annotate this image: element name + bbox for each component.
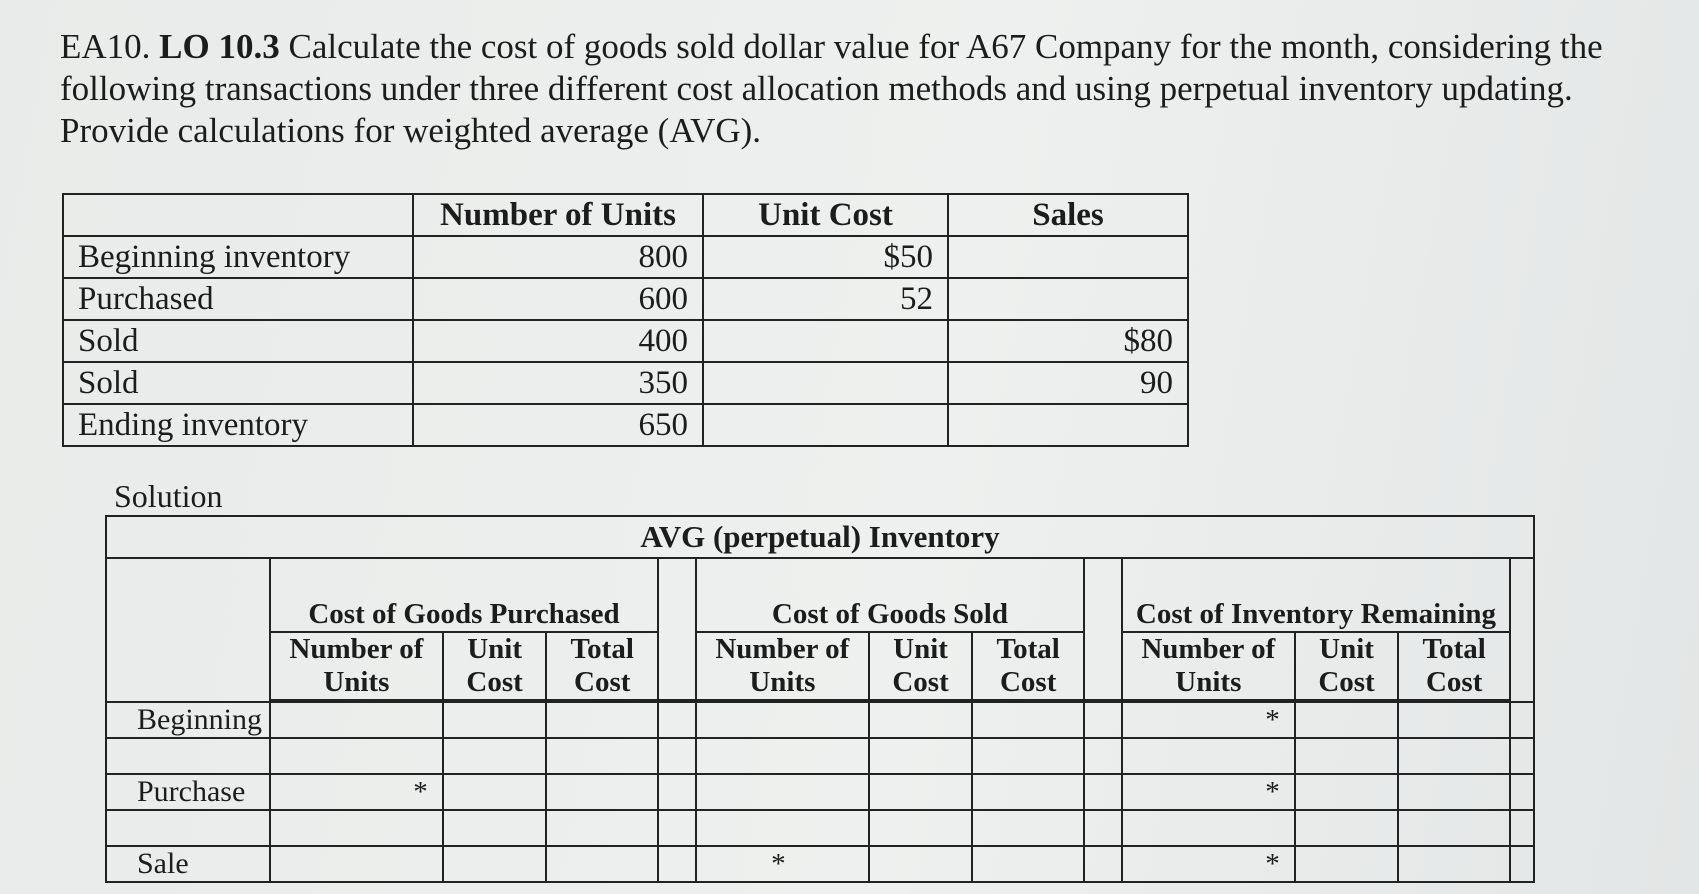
blank-label bbox=[106, 738, 270, 774]
purchased-number-header: Number of Units bbox=[270, 632, 443, 700]
avg-title-row bbox=[106, 516, 1534, 558]
unit-cost-cell: $50 bbox=[703, 236, 948, 278]
row-label: Sold bbox=[63, 362, 413, 404]
table-row bbox=[63, 278, 1188, 320]
row-label: Sold bbox=[63, 320, 413, 362]
cell[interactable] bbox=[696, 738, 869, 774]
units-cell: 400 bbox=[413, 320, 703, 362]
remaining-number-cell[interactable]: * bbox=[1122, 846, 1295, 882]
cell[interactable] bbox=[658, 846, 696, 882]
solution-label: Solution bbox=[114, 478, 223, 514]
cell[interactable] bbox=[1398, 702, 1510, 738]
cell bbox=[1510, 846, 1534, 882]
purchased-number-cell[interactable]: * bbox=[270, 774, 443, 810]
table-row bbox=[63, 236, 1188, 278]
row-label: Purchased bbox=[63, 278, 413, 320]
cell[interactable] bbox=[546, 738, 658, 774]
remaining-number-cell[interactable]: * bbox=[1122, 774, 1295, 810]
cell[interactable] bbox=[869, 702, 973, 738]
unit-cost-cell bbox=[703, 320, 948, 362]
sales-cell bbox=[948, 404, 1188, 446]
cell[interactable] bbox=[658, 810, 696, 846]
avg-table-title: AVG (perpetual) Inventory bbox=[106, 516, 1534, 558]
remaining-number-header: Number of Units bbox=[1122, 632, 1295, 700]
remaining-number-cell[interactable]: * bbox=[1122, 702, 1295, 738]
blank-label bbox=[106, 810, 270, 846]
row-label-header bbox=[106, 558, 270, 702]
group-purchased: Cost of Goods Purchased bbox=[270, 558, 658, 632]
cell[interactable] bbox=[972, 774, 1084, 810]
header-units: Number of Units bbox=[413, 194, 703, 236]
problem-id: EA10. bbox=[60, 27, 151, 66]
group-header-row bbox=[106, 558, 1534, 632]
row-label-purchase: Purchase bbox=[106, 774, 270, 810]
row-label: Beginning inventory bbox=[63, 236, 413, 278]
group-sold: Cost of Goods Sold bbox=[696, 558, 1084, 632]
cell[interactable] bbox=[972, 846, 1084, 882]
units-cell: 350 bbox=[413, 362, 703, 404]
cell[interactable] bbox=[443, 810, 547, 846]
cell[interactable] bbox=[443, 738, 547, 774]
cell[interactable] bbox=[696, 702, 869, 738]
cell[interactable] bbox=[1295, 774, 1399, 810]
cell bbox=[1510, 738, 1534, 774]
group-remaining: Cost of Inventory Remaining bbox=[1122, 558, 1510, 632]
cell[interactable] bbox=[1084, 738, 1122, 774]
cell[interactable] bbox=[546, 810, 658, 846]
cell[interactable] bbox=[1295, 810, 1399, 846]
unit-cost-cell: 52 bbox=[703, 278, 948, 320]
cell[interactable] bbox=[1084, 846, 1122, 882]
table-row bbox=[63, 320, 1188, 362]
row-label-sale: Sale bbox=[106, 846, 270, 882]
cell[interactable] bbox=[972, 810, 1084, 846]
cell[interactable] bbox=[1398, 738, 1510, 774]
cell[interactable] bbox=[1084, 702, 1122, 738]
spacer bbox=[1510, 558, 1534, 702]
remaining-unit-cost-header: Unit Cost bbox=[1295, 632, 1399, 700]
cell[interactable] bbox=[1084, 774, 1122, 810]
row-label: Ending inventory bbox=[63, 404, 413, 446]
table-row bbox=[106, 774, 1534, 810]
learning-objective: LO 10.3 bbox=[159, 27, 280, 66]
cell[interactable] bbox=[1122, 810, 1295, 846]
given-header-row bbox=[63, 194, 1188, 236]
sales-cell: 90 bbox=[948, 362, 1188, 404]
remaining-total-cost-header: Total Cost bbox=[1398, 632, 1510, 700]
units-cell: 600 bbox=[413, 278, 703, 320]
units-cell: 650 bbox=[413, 404, 703, 446]
header-unit-cost: Unit Cost bbox=[703, 194, 948, 236]
cell[interactable] bbox=[546, 702, 658, 738]
cell[interactable] bbox=[1084, 810, 1122, 846]
avg-inventory-table bbox=[105, 515, 1535, 883]
table-row bbox=[106, 738, 1534, 774]
units-cell: 800 bbox=[413, 236, 703, 278]
spacer bbox=[1084, 558, 1122, 700]
cell[interactable] bbox=[869, 774, 973, 810]
table-row bbox=[106, 810, 1534, 846]
cell[interactable] bbox=[443, 702, 547, 738]
cell[interactable] bbox=[869, 738, 973, 774]
cell[interactable] bbox=[869, 810, 973, 846]
sold-unit-cost-header: Unit Cost bbox=[869, 632, 973, 700]
sold-number-cell[interactable]: * bbox=[696, 846, 869, 882]
cell[interactable] bbox=[1398, 810, 1510, 846]
sold-total-cost-header: Total Cost bbox=[972, 632, 1084, 700]
spacer bbox=[658, 558, 696, 700]
table-row bbox=[63, 404, 1188, 446]
cell[interactable] bbox=[1122, 738, 1295, 774]
table-row bbox=[106, 846, 1534, 882]
purchased-unit-cost-header: Unit Cost bbox=[443, 632, 547, 700]
cell[interactable] bbox=[546, 846, 658, 882]
cell[interactable] bbox=[972, 702, 1084, 738]
given-data-table bbox=[62, 193, 1189, 447]
subheader-row bbox=[106, 632, 1534, 700]
cell[interactable] bbox=[270, 810, 443, 846]
problem-text: Calculate the cost of goods sold dollar value for A67 Company for the month, considering the following transactions under three different cost allocation methods and using perpetual inventory updating. Provide calculations for weighted average (AVG). bbox=[60, 27, 1603, 150]
unit-cost-cell bbox=[703, 362, 948, 404]
cell[interactable] bbox=[1398, 774, 1510, 810]
cell[interactable] bbox=[270, 846, 443, 882]
cell[interactable] bbox=[696, 810, 869, 846]
cell[interactable] bbox=[1295, 738, 1399, 774]
cell[interactable] bbox=[1398, 846, 1510, 882]
sales-cell bbox=[948, 278, 1188, 320]
cell[interactable] bbox=[658, 774, 696, 810]
cell[interactable] bbox=[1295, 846, 1399, 882]
cell[interactable] bbox=[696, 774, 869, 810]
cell[interactable] bbox=[658, 702, 696, 738]
cell[interactable] bbox=[546, 774, 658, 810]
cell[interactable] bbox=[869, 846, 973, 882]
cell[interactable] bbox=[443, 774, 547, 810]
cell[interactable] bbox=[1295, 702, 1399, 738]
cell bbox=[1510, 774, 1534, 810]
sales-cell: $80 bbox=[948, 320, 1188, 362]
row-label-beginning: Beginning bbox=[106, 702, 270, 738]
problem-statement bbox=[60, 26, 1620, 152]
cell[interactable] bbox=[443, 846, 547, 882]
header-sales: Sales bbox=[948, 194, 1188, 236]
sales-cell bbox=[948, 236, 1188, 278]
purchased-total-cost-header: Total Cost bbox=[546, 632, 658, 700]
header-blank bbox=[63, 194, 413, 236]
table-row bbox=[63, 362, 1188, 404]
table-row bbox=[106, 702, 1534, 738]
sold-number-header: Number of Units bbox=[696, 632, 869, 700]
cell[interactable] bbox=[972, 738, 1084, 774]
cell[interactable] bbox=[658, 738, 696, 774]
unit-cost-cell bbox=[703, 404, 948, 446]
cell[interactable] bbox=[270, 702, 443, 738]
cell bbox=[1510, 702, 1534, 738]
cell bbox=[1510, 810, 1534, 846]
cell[interactable] bbox=[270, 738, 443, 774]
